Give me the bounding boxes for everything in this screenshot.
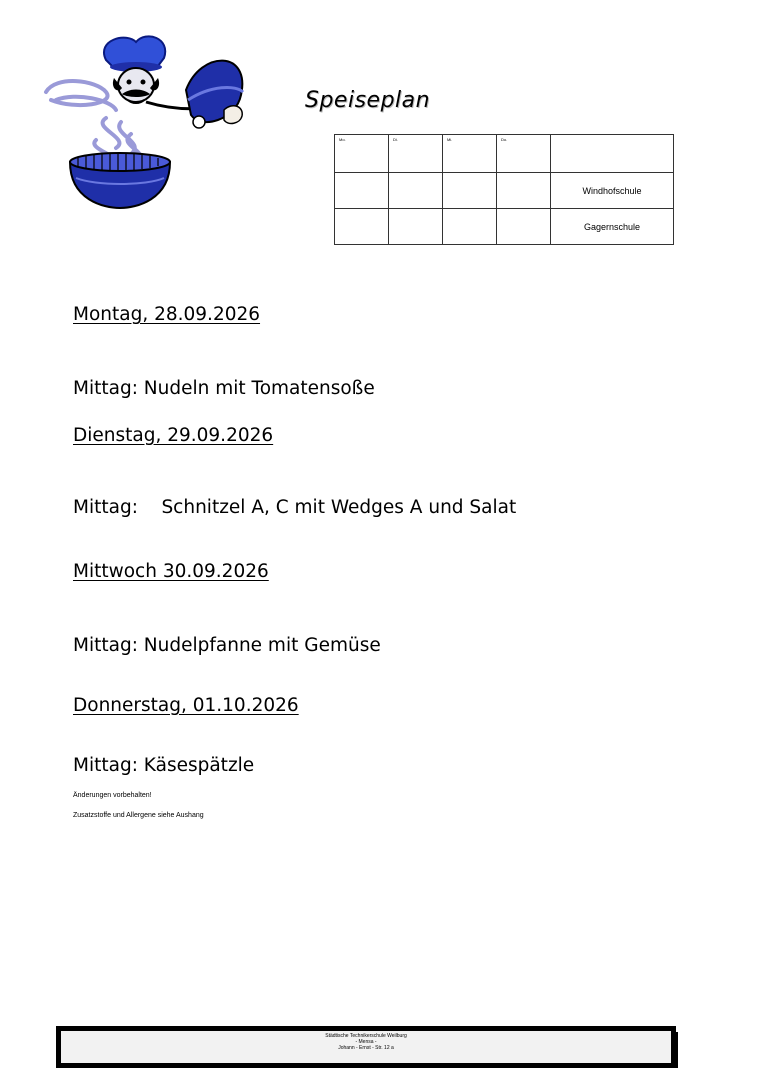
day-heading-tuesday: Dienstag, 29.09.2026: [73, 425, 274, 446]
empty-cell: [443, 173, 497, 209]
table-row: [335, 173, 674, 209]
note-changes: Änderungen vorbehalten!: [73, 792, 152, 799]
page-title: Speiseplan: [305, 88, 431, 113]
note-allergens: Zusatzstoffe und Allergene siehe Aushang: [73, 812, 204, 819]
day-cell-mo: Mo.: [335, 135, 389, 173]
empty-cell: [389, 209, 443, 245]
day-cell-di: Di.: [389, 135, 443, 173]
day-heading-thursday: Donnerstag, 01.10.2026: [73, 695, 299, 716]
meal-tuesday: Mittag: Schnitzel A, C mit Wedges A und Salat: [73, 497, 517, 518]
day-heading-wednesday: Mittwoch 30.09.2026: [73, 561, 269, 582]
footer-line: - Mensa -: [355, 1039, 377, 1045]
footer-line: Johann - Ernst - Str. 12 a: [338, 1045, 394, 1051]
meal-monday: Mittag: Nudeln mit Tomatensoße: [73, 378, 375, 399]
empty-cell: [551, 135, 674, 173]
day-cell-mi: Mi.: [443, 135, 497, 173]
empty-cell: [497, 173, 551, 209]
school-gagern: Gagernschule: [551, 209, 674, 245]
empty-cell: [335, 209, 389, 245]
footer: [56, 1026, 676, 1068]
table-row: [335, 209, 674, 245]
empty-cell: [389, 173, 443, 209]
empty-cell: [497, 209, 551, 245]
meal-wednesday: Mittag: Nudelpfanne mit Gemüse: [73, 635, 381, 656]
day-heading-monday: Montag, 28.09.2026: [73, 304, 261, 325]
meal-thursday: Mittag: Käsespätzle: [73, 755, 255, 776]
empty-cell: [443, 209, 497, 245]
footer-line: Städtische Technikerschule Weilburg: [325, 1033, 407, 1039]
empty-cell: [335, 173, 389, 209]
chef-logo-icon: [36, 30, 256, 215]
schedule-table: [334, 134, 674, 245]
day-cell-do: Do.: [497, 135, 551, 173]
table-row: [335, 135, 674, 173]
school-windhof: Windhofschule: [551, 173, 674, 209]
